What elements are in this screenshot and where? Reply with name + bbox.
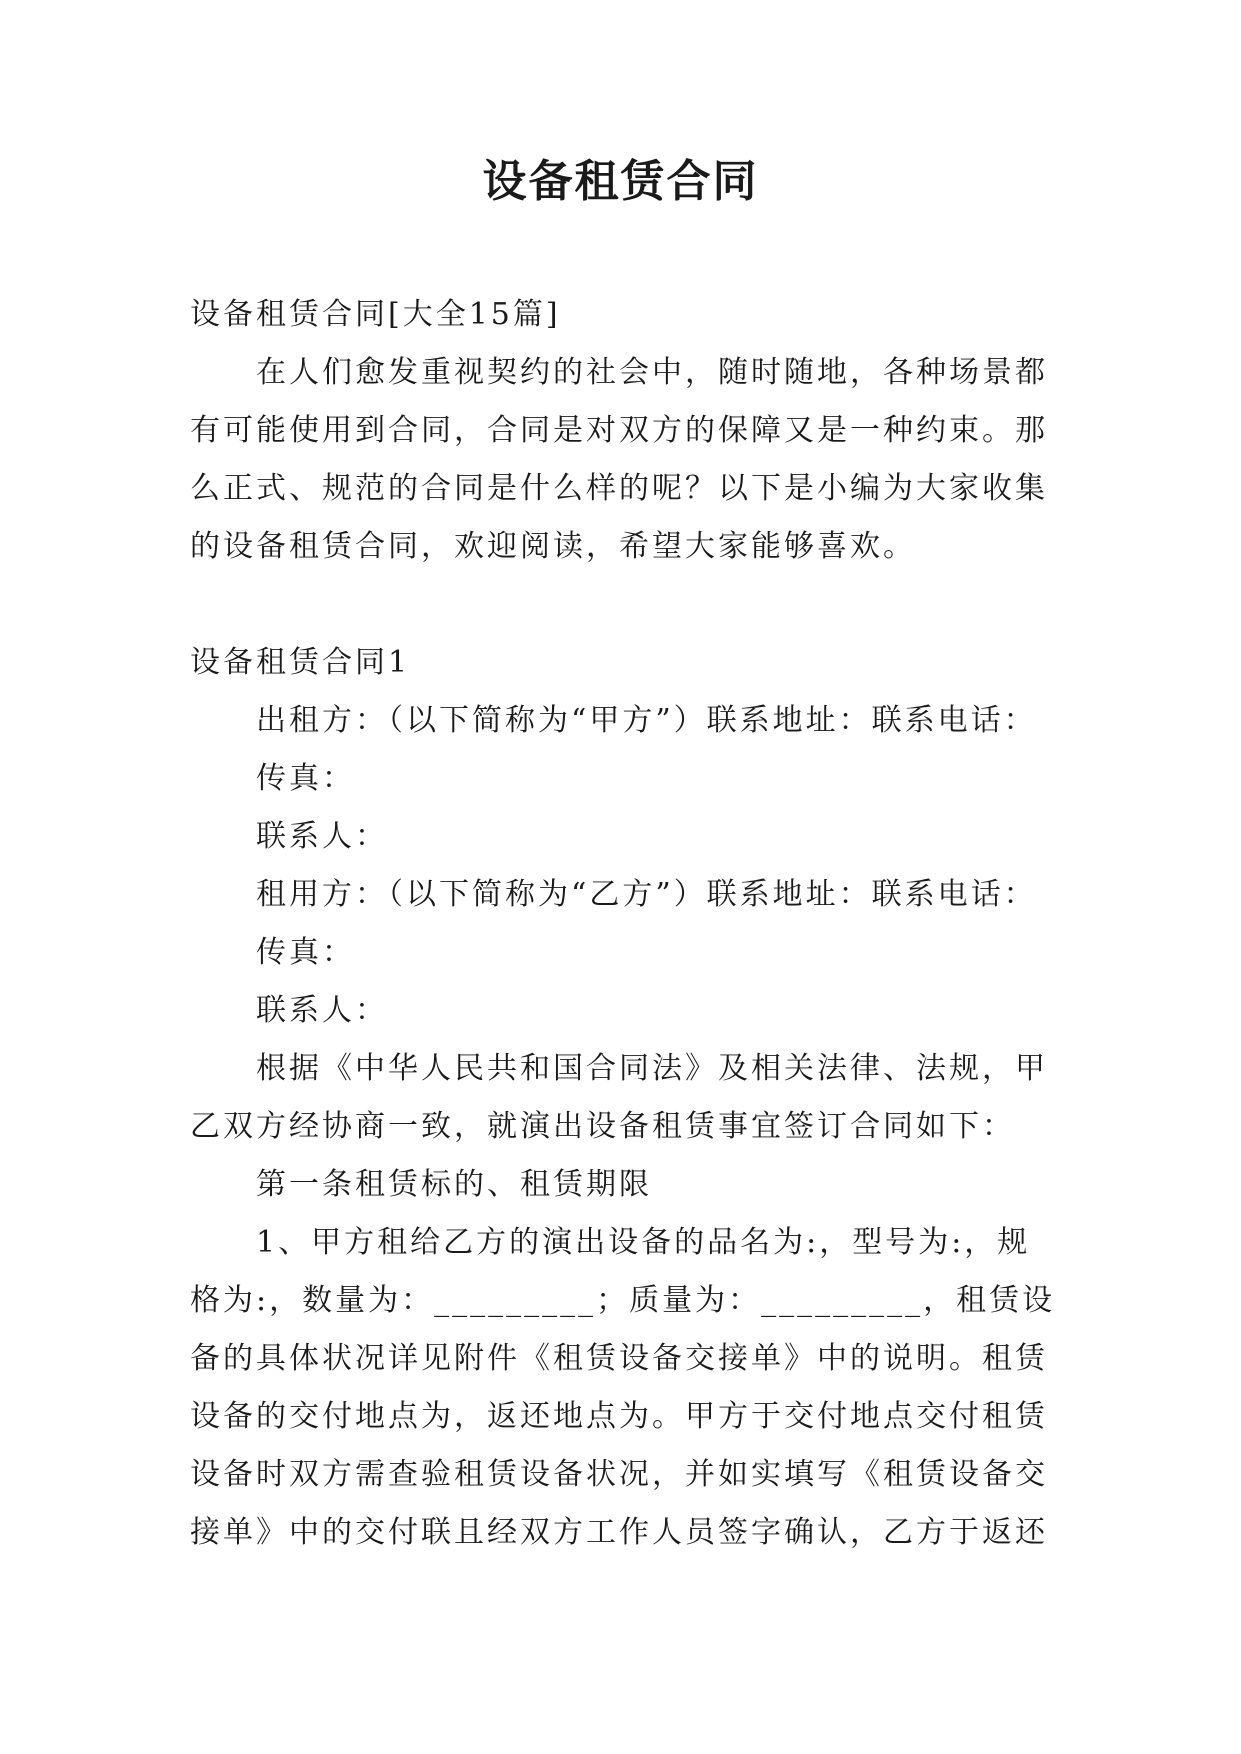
body-line-10: 联系人： [256,819,388,854]
body-line-11: 租用方：（以下简称为“乙方”）联系地址：联系电话： [256,877,1037,912]
article-heading: 第一条租赁标的、租赁期限 [256,1167,652,1202]
body-line-21: 设备时双方需查验租赁设备状况，并如实填写《租赁设备交 [190,1457,1048,1492]
body-line-1: 设备租赁合同[大全15篇] [190,297,561,332]
body-line-4: 么正式、规范的合同是什么样的呢？以下是小编为大家收集 [190,471,1048,506]
section-heading: 设备租赁合同1 [190,645,411,680]
body-line-8: 出租方：（以下简称为“甲方”）联系地址：联系电话： [256,703,1037,738]
body-line-22: 接单》中的交付联且经双方工作人员签字确认，乙方于返还 [190,1515,1048,1550]
body-line-12: 传真： [256,935,355,970]
body-line-18: 格为:，数量为：_________；质量为：_________，租赁设 [190,1283,1056,1318]
body-line-9: 传真： [256,761,355,796]
body-line-17: 1、甲方租给乙方的演出设备的品名为:，型号为:，规 [256,1225,1031,1260]
body-line-13: 联系人： [256,993,388,1028]
body-line-14: 根据《中华人民共和国合同法》及相关法律、法规，甲 [256,1051,1048,1086]
body-line-3: 有可能使用到合同，合同是对双方的保障又是一种约束。那 [190,413,1048,448]
body-line-2: 在人们愈发重视契约的社会中，随时随地，各种场景都 [256,355,1048,390]
document-body [190,286,1070,1562]
paragraph-gap [190,576,1070,634]
body-line-15: 乙双方经协商一致，就演出设备租赁事宜签订合同如下： [190,1109,1015,1144]
document-title: 设备租赁合同 [482,156,759,207]
body-line-19: 备的具体状况详见附件《租赁设备交接单》中的说明。租赁 [190,1341,1048,1376]
body-line-20: 设备的交付地点为，返还地点为。甲方于交付地点交付租赁 [190,1399,1048,1434]
body-line-5: 的设备租赁合同，欢迎阅读，希望大家能够喜欢。 [190,529,916,564]
